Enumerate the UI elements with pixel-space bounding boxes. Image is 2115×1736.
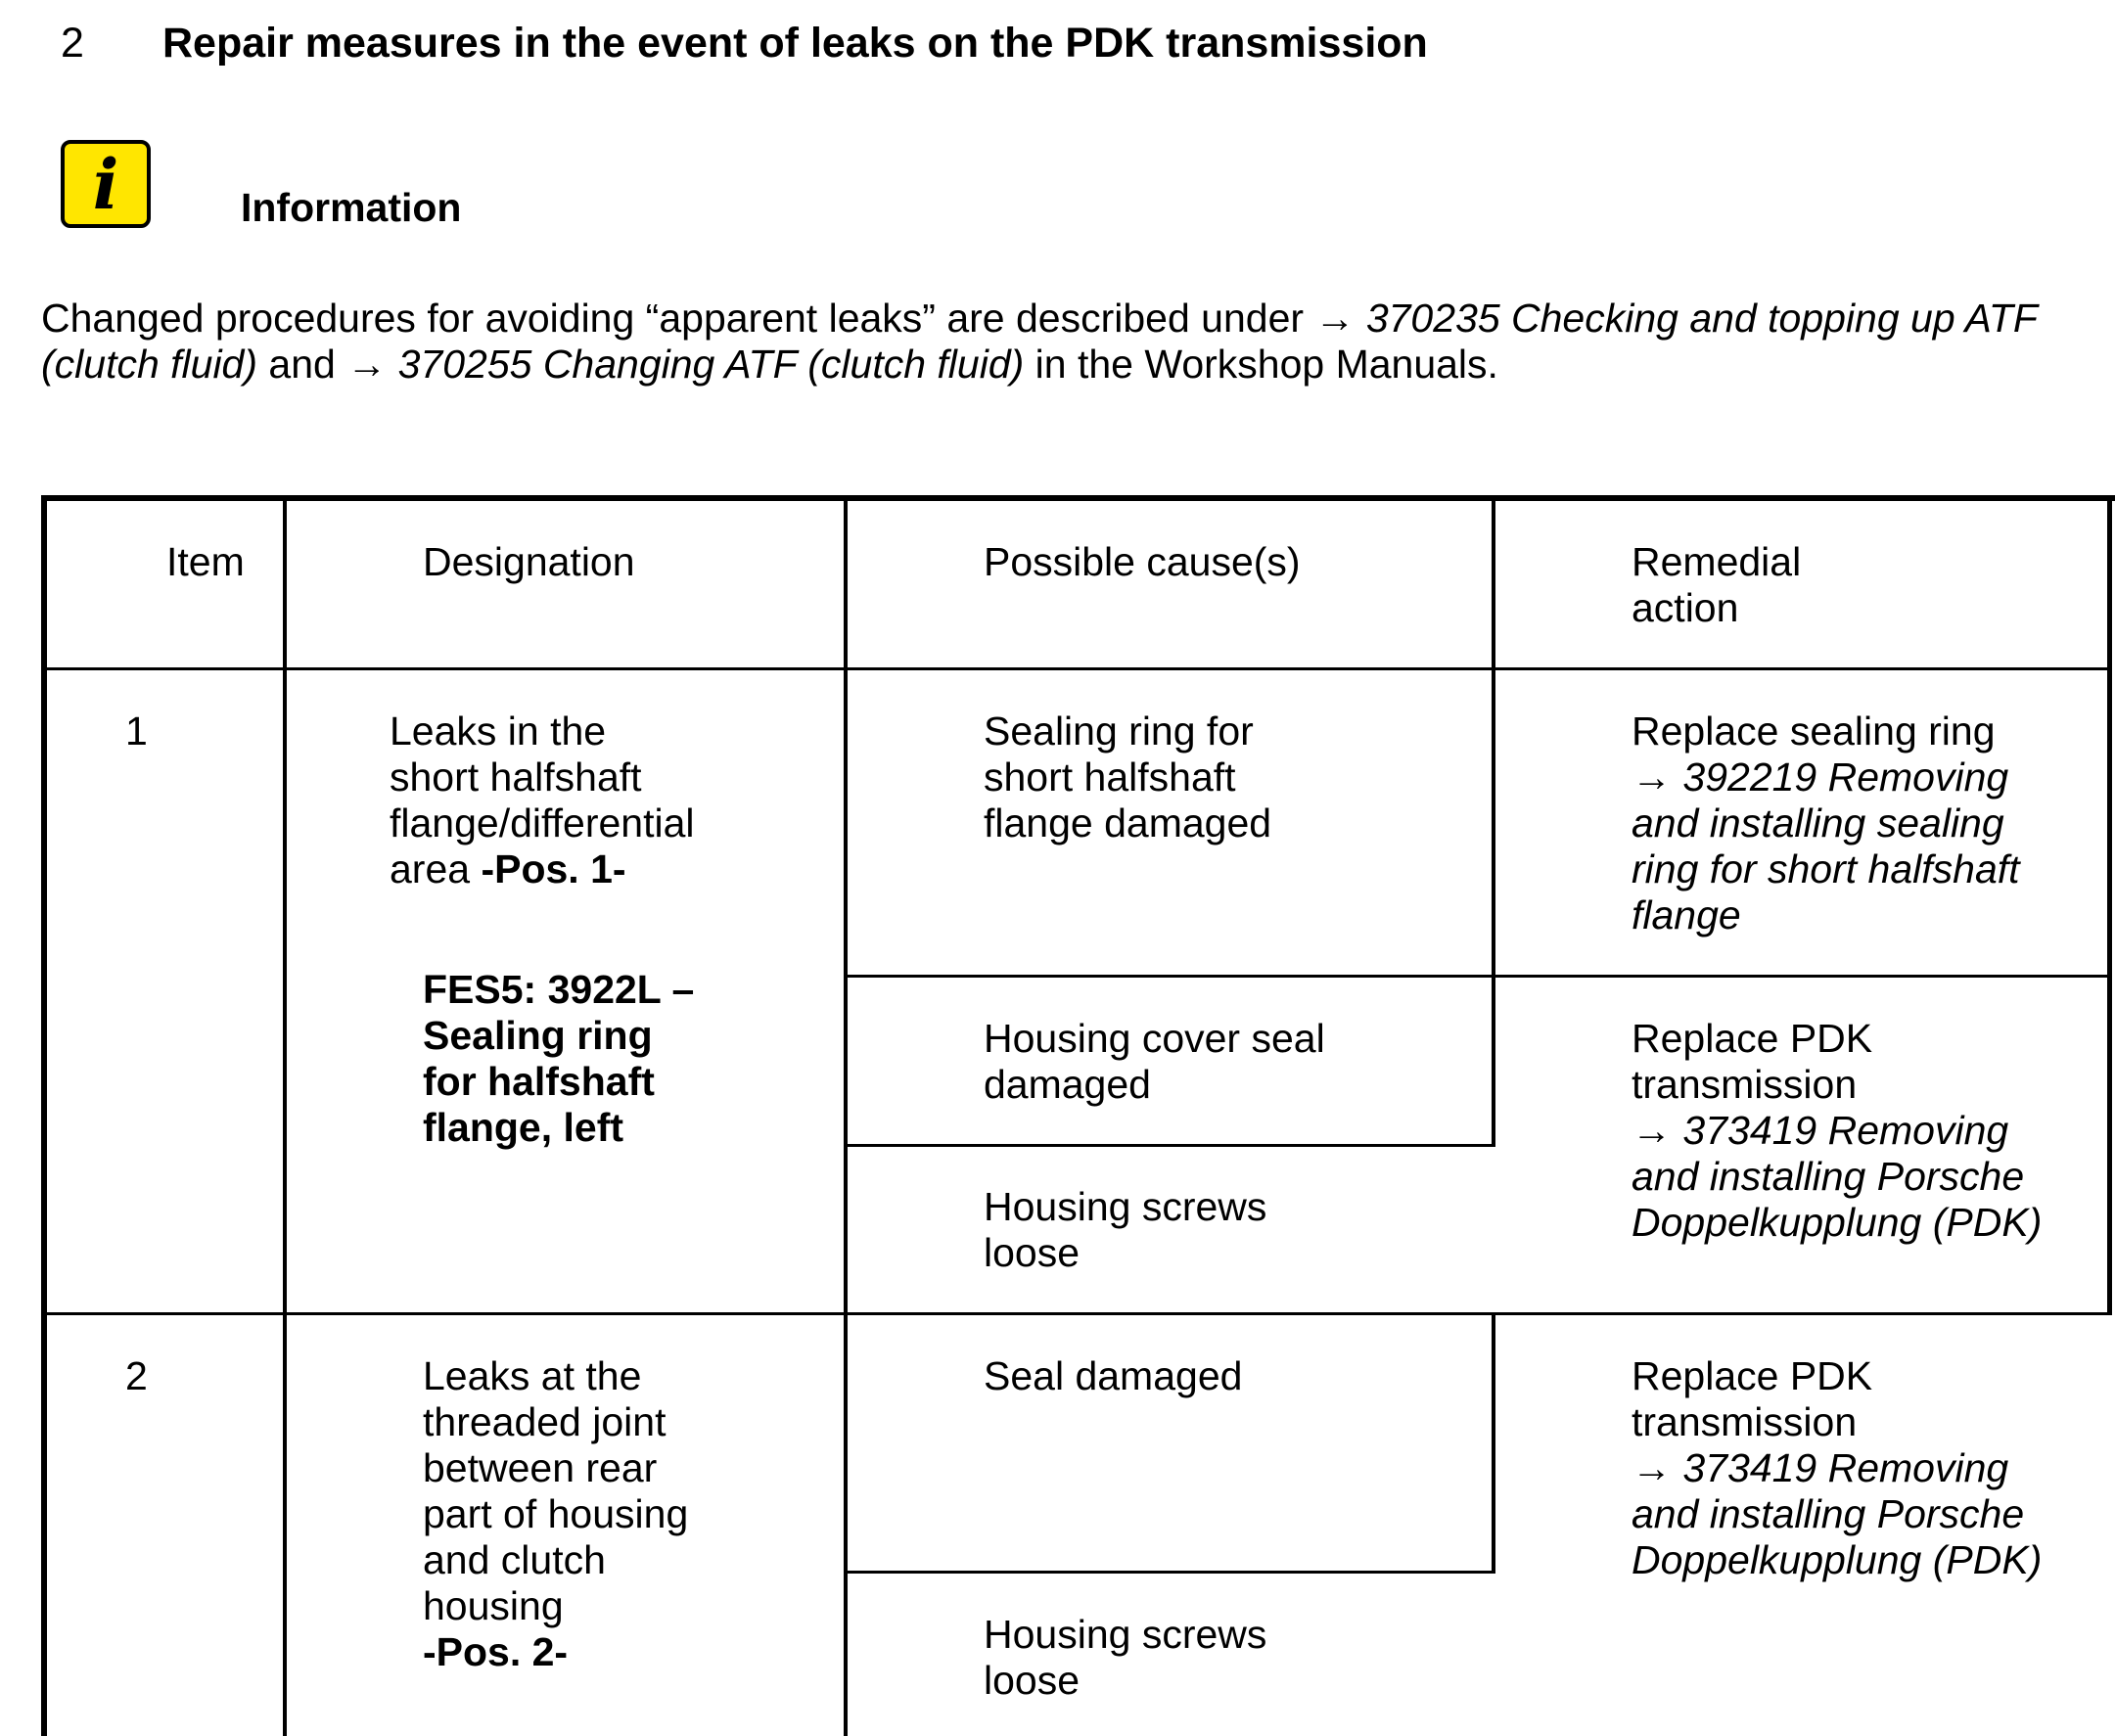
row1-cause-1: Sealing ring for short halfshaft flange damaged	[984, 708, 1272, 845]
table-border-right	[2107, 495, 2112, 1315]
info-icon-glyph: i	[92, 144, 119, 225]
row2-split	[844, 1571, 1495, 1574]
col-sep-2	[844, 499, 848, 1736]
link-370235-cont[interactable]: (clutch fluid)	[41, 342, 258, 387]
link-370235[interactable]: 370235 Checking and topping up ATF	[1365, 296, 2038, 341]
information-label: Information	[241, 185, 462, 230]
row1-cause-2: Housing cover seal damaged	[984, 1016, 1325, 1107]
header-causes: Possible cause(s)	[984, 539, 1301, 584]
row2-designation: Leaks at the threaded joint between rear part of housing and clutch housing -Pos. 2-	[423, 1353, 689, 1674]
intro-line-2: (clutch fluid) and → 370255 Changing ATF (clutch fluid) in the Workshop Manuals.	[41, 342, 1498, 387]
table-border-top	[41, 495, 2115, 501]
row1-bottom	[41, 1312, 2110, 1315]
col-sep-3a	[1492, 499, 1495, 1147]
intro-line-1: Changed procedures for avoiding “apparent leaks” are described under → 370235 Checking and topping up ATF	[41, 296, 2038, 341]
row1-item: 1	[125, 708, 148, 754]
link-370255[interactable]: 370255 Changing ATF (clutch fluid)	[397, 342, 1025, 387]
row1-remedy-1: Replace sealing ring → 392219 Removing and installing sealing ring for short halfshaft flange	[1632, 708, 2020, 937]
row1-split-b	[844, 1144, 1495, 1147]
row2-cause-1: Seal damaged	[984, 1353, 1243, 1398]
intro-paragraph	[41, 296, 2106, 388]
header-designation: Designation	[423, 539, 635, 584]
row2-cause-2: Housing screws loose	[984, 1612, 1267, 1703]
info-icon	[61, 140, 151, 228]
section-number: 2	[61, 20, 84, 67]
link-392219[interactable]: → 392219 Removing	[1632, 754, 2009, 799]
col-sep-1	[283, 499, 287, 1736]
row1-remedy-2: Replace PDK transmission → 373419 Removing and installing Porsche Doppelkupplung (PDK)	[1632, 1016, 2043, 1245]
link-373419-b[interactable]: → 373419 Removing	[1632, 1445, 2009, 1490]
row2-item: 2	[125, 1353, 148, 1398]
row1-designation: Leaks in the short halfshaft flange/differential area -Pos. 1-	[390, 708, 695, 891]
section-title: Repair measures in the event of leaks on the PDK transmission	[162, 20, 1428, 67]
header-remedial: Remedial action	[1632, 539, 1802, 630]
row1-cause-3: Housing screws loose	[984, 1184, 1267, 1275]
header-item: Item	[166, 539, 245, 584]
row2-remedy: Replace PDK transmission → 373419 Removing and installing Porsche Doppelkupplung (PDK)	[1632, 1353, 2043, 1582]
col-sep-3b	[1492, 1313, 1495, 1574]
link-373419-a[interactable]: → 373419 Removing	[1632, 1108, 2009, 1153]
row1-split-a	[844, 975, 2110, 978]
row1-fes-code: FES5: 3922L – Sealing ring for halfshaft flange, left	[423, 967, 695, 1150]
header-bottom	[41, 667, 2110, 670]
table-border-left	[41, 495, 47, 1736]
